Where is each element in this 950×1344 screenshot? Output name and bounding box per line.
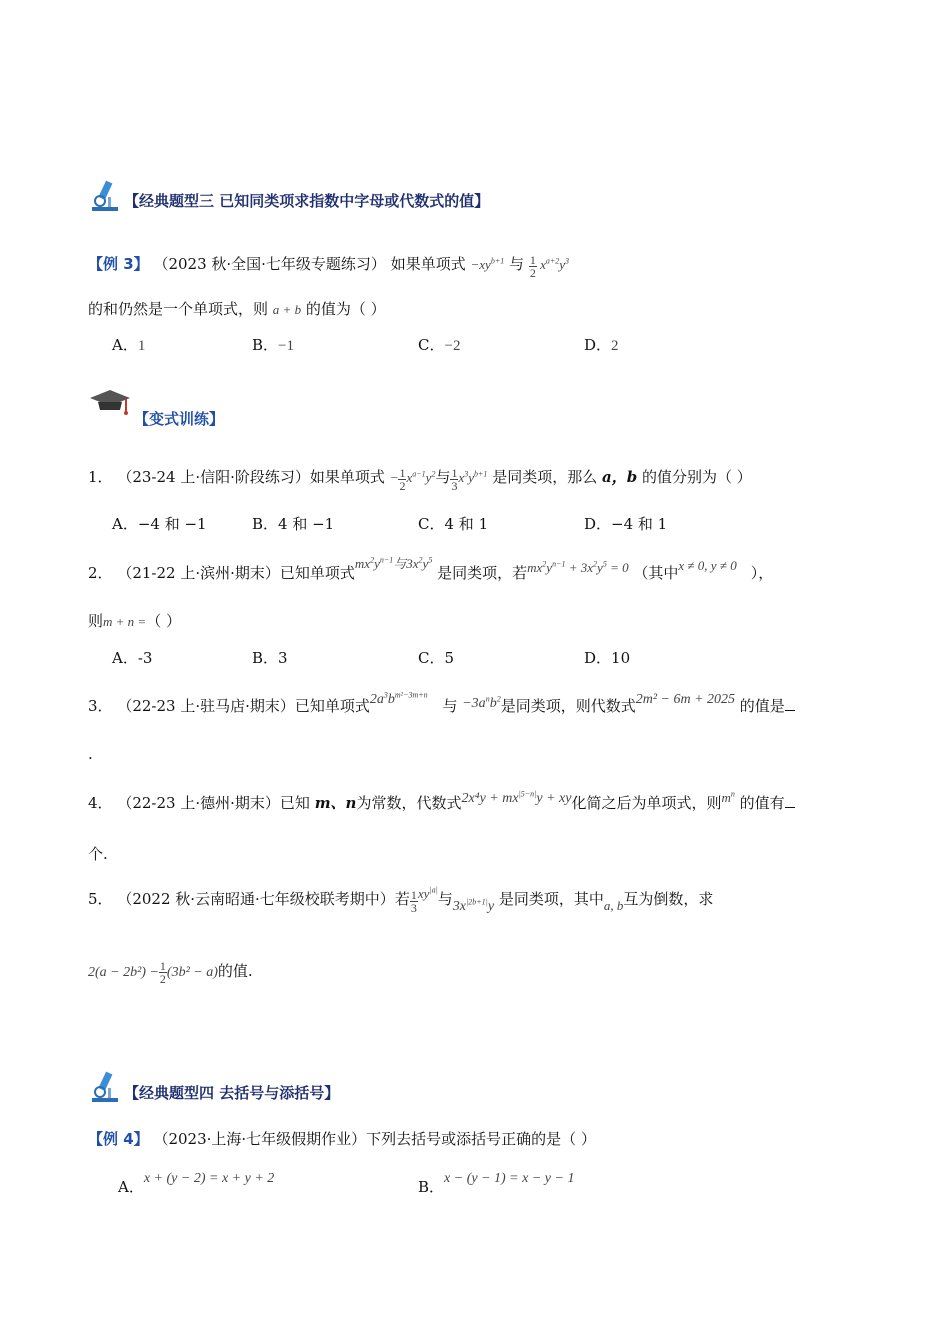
q3-number: 3． — [88, 697, 113, 715]
q2-option-c[interactable]: C．5 — [418, 649, 455, 667]
q3-answer-blank[interactable] — [785, 696, 795, 711]
example3-option-c[interactable]: C．−2 — [418, 336, 461, 354]
q3-text-e: . — [88, 745, 93, 763]
example4-option-b[interactable]: B．x − (y − 1) = x − y − 1 — [418, 1171, 575, 1196]
q4-text-b: 为常数，代数式 — [356, 794, 462, 812]
microscope-icon — [88, 177, 124, 213]
q1-text-c: 是同类项，那么 — [492, 468, 598, 486]
q5-monomial2: $3x^{|2b+1|}y$ — [452, 897, 495, 914]
q5-text-e: 的值. — [217, 962, 253, 980]
example3-line2 — [88, 298, 386, 319]
q2-option-b[interactable]: B．3 — [252, 649, 288, 667]
example3-text-a: 如果单项式 — [390, 255, 466, 273]
q1-text-a: 如果单项式 — [309, 468, 385, 486]
q5-line1 — [88, 885, 714, 915]
q5-line2 — [88, 960, 253, 985]
q4-mpow: $m^n$ — [721, 789, 735, 805]
q5-text-a: 若 — [394, 890, 410, 908]
q3-line1 — [88, 690, 795, 716]
q2-equation: $mx^2y^{n-1} + 3x^2y^5 = 0$ — [527, 559, 629, 575]
q2-line2 — [88, 610, 181, 631]
example4-line — [88, 1128, 596, 1149]
q4-vars: m、n — [314, 794, 357, 812]
q2-line1 — [88, 555, 774, 583]
q4-text-d: 的值有 — [739, 794, 785, 812]
q3-text-d: 的值是 — [739, 697, 785, 715]
q1-text-d: 的值分别为（ ） — [642, 468, 752, 486]
q5-expression: 2(a − 2b²) − $\frac{1}{2}$ (3b² − a) — [88, 959, 218, 987]
q3-monomial1: $2a^3b^{m^2-3m+n}$ — [369, 690, 428, 707]
example3-text-d: 的值为（ ） — [305, 300, 386, 318]
example3-monomial2: $\frac{1}{2}$ $x^{a+2}y^3$ — [529, 252, 570, 280]
example4-text: 下列去括号或添括号正确的是（ ） — [366, 1130, 596, 1148]
q1-option-d[interactable]: D．−4 和 1 — [584, 515, 668, 533]
q3-text-b: 与 — [442, 697, 458, 715]
q4-source: （22-23 上·德州·期末） — [117, 794, 280, 812]
q1-vars: a，b — [602, 468, 638, 486]
q4-text-e: 个. — [88, 845, 108, 863]
q3-expression: 2m² − 6m + 2025 — [635, 692, 736, 707]
variant-title: 【变式训练】 — [134, 410, 225, 428]
q4-line1 — [88, 789, 795, 813]
q4-text-c: 化简之后为单项式，则 — [571, 794, 722, 812]
example3-sum: a + b — [272, 302, 302, 317]
q5-text-b: 与 — [437, 890, 453, 908]
q2-text-f: （ ） — [146, 612, 181, 630]
microscope-icon — [88, 1068, 124, 1104]
q2-mn: m + n = — [103, 614, 147, 629]
q5-source: （2022 秋·云南昭通·七年级校联考期中） — [117, 890, 395, 908]
q3-text-c: 是同类项，则代数式 — [500, 697, 636, 715]
q2-monomials: $mx^2y^{n-1}$与$3x^2y^5$ — [354, 555, 433, 571]
q3-monomial2: $-3a^nb^2$ — [462, 694, 501, 711]
q4-number: 4． — [88, 794, 113, 812]
example3-option-a[interactable]: A．1 — [112, 336, 146, 354]
q2-number: 2． — [88, 564, 113, 582]
q4-answer-blank[interactable] — [785, 793, 795, 808]
example3-line1 — [88, 253, 569, 279]
q1-line — [88, 466, 752, 492]
q5-ab: a, b — [603, 898, 624, 913]
example4-option-a[interactable]: A．x + (y − 2) = x + y + 2 — [118, 1171, 275, 1196]
example3-monomial1: $-xy^{b+1}$ — [470, 256, 505, 272]
q4-text-a: 已知 — [279, 794, 310, 812]
example4-source: （2023·上海·七年级假期作业） — [153, 1130, 367, 1148]
graduation-cap-icon — [88, 388, 132, 418]
q5-text-c: 是同类项，其中 — [498, 890, 604, 908]
q2-text-b: 是同类项，若 — [437, 564, 528, 582]
example3-option-b[interactable]: B．−1 — [252, 336, 294, 354]
q1-source: （23-24 上·信阳·阶段练习） — [117, 468, 310, 486]
q2-text-e: 则 — [88, 612, 104, 630]
example3-label: 【例 3】 — [88, 255, 149, 273]
q4-expression: $2x^4y + mx^{|5-n|}y$ + xy — [461, 789, 572, 806]
q1-number: 1． — [88, 468, 113, 486]
example3-text-c: 的和仍然是一个单项式，则 — [88, 300, 269, 318]
q2-text-c: （其中 — [633, 564, 679, 582]
q1-option-c[interactable]: C．4 和 1 — [418, 515, 489, 533]
q2-option-d[interactable]: D．10 — [584, 649, 631, 667]
q1-monomial2: $\frac{1}{3}$ $x^3y^{b+1}$ — [451, 465, 488, 493]
q5-number: 5． — [88, 890, 113, 908]
q2-option-a[interactable]: A．-3 — [112, 649, 153, 667]
section4-title: 【经典题型四 去括号与添括号】 — [124, 1084, 340, 1102]
q2-source: （21-22 上·滨州·期末） — [117, 564, 280, 582]
q1-option-a[interactable]: A．−4 和 −1 — [112, 515, 207, 533]
q5-text-d: 互为倒数，求 — [623, 890, 714, 908]
example3-text-b: 与 — [509, 255, 525, 273]
q2-condition: x ≠ 0, y ≠ 0 — [678, 558, 737, 573]
example4-label: 【例 4】 — [88, 1130, 149, 1148]
q2-text-a: 已知单项式 — [279, 564, 355, 582]
section3-title: 【经典题型三 已知同类项求指数中字母或代数式的值】 — [124, 192, 490, 210]
q1-text-b: 与 — [435, 468, 451, 486]
q3-text-a: 已知单项式 — [294, 697, 370, 715]
example3-option-d[interactable]: D．2 — [584, 336, 619, 354]
q2-text-d: ）， — [750, 564, 774, 582]
q1-monomial1: − $\frac{1}{2}$ $x^{a-1}y^2$ — [389, 465, 436, 493]
example3-source: （2023 秋·全国·七年级专题练习） — [153, 255, 386, 273]
q3-source: （22-23 上·驻马店·期末） — [117, 697, 295, 715]
q1-option-b[interactable]: B．4 和 −1 — [252, 515, 335, 533]
q5-monomial1: $\frac{1}{3}$ $xy^{|a|}$ — [410, 885, 438, 915]
